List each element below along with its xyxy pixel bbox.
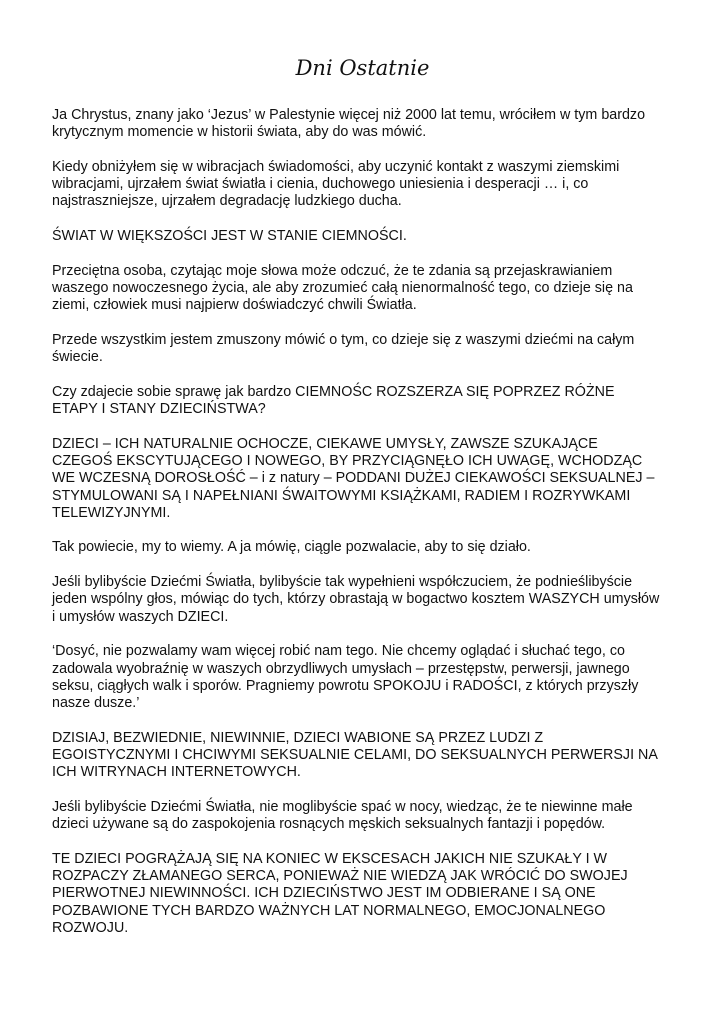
paragraph-2: Kiedy obniżyłem się w wibracjach świadomości, aby uczynić kontakt z waszymi ziemskimi wibracjami, ujrzałem świat światła i cienia, duchowego uniesienia i desperacji … i, co najstraszniejsze, ujrzałem degradację ludzkiego ducha.	[52, 158, 620, 210]
paragraph-1: Ja Chrystus, znany jako ‘Jezus’ w Palestynie więcej niż 2000 lat temu, wróciłem w tym bardzo krytycznym momencie w historii świata, aby do was mówić.	[52, 107, 646, 141]
paragraph-10: ‘Dosyć, nie pozwalamy wam więcej robić nam tego. Nie chcemy oglądać i słuchać tego, co zadowala wyobraźnię w waszych obrzydliwych umysłach – przestępstw, perwersji, jawnego seksu, ciągłych walk i sporów. Pragniemy powrotu SPOKOJU i RADOŚCI, z których przyszły nasze dusze.’	[52, 643, 639, 712]
paragraph-9: Jeśli bylibyście Dziećmi Światła, bylibyście tak wypełnieni współczuciem, że podnieślibyście jeden wspólny głos, mówiąc do tych, którzy obrastają w bogactwo kosztem WASZYCH umysłów i umysłów waszych DZIECI.	[52, 574, 660, 625]
document-body	[52, 107, 680, 955]
paragraph-13: TE DZIECI POGRĄŻAJĄ SIĘ NA KONIEC W EKSCESACH JAKICH NIE SZUKAŁY I W ROZPACZY ZŁAMANEGO SERCA, PONIEWAŻ NIE WIEDZĄ JAK WRÓCIĆ DO SWOJEJ PIERWOTNEJ NIEWINNOŚCI. ICH DZIECIŃSTWO JEST IM ODBIERANE I SĄ ONE POZBAWIONE TYCH BARDZO WAŻNYCH LAT NORMALNEGO, EMOCJONALNEGO ROZWOJU.	[52, 850, 628, 936]
paragraph-3: ŚWIAT W WIĘKSZOŚCI JEST W STANIE CIEMNOŚCI.	[52, 228, 407, 245]
paragraph-11: DZISIAJ, BEZWIEDNIE, NIEWINNIE, DZIECI WABIONE SĄ PRZEZ LUDZI Z EGOISTYCZNYMI I CHCIWYMI SEKSUALNIE CELAMI, DO SEKSUALNYCH PERWERSJI NA ICH WITRYNACH INTERNETOWYCH.	[52, 729, 658, 781]
paragraph-7: DZIECI – ICH NATURALNIE OCHOCZE, CIEKAWE UMYSŁY, ZAWSZE SZUKAJĄCE CZEGOŚ EKSCYTUJĄCEGO I NOWEGO, BY PRZYCIĄGNĘŁO ICH UWAGĘ, WCHODZĄC WE WCZESNĄ DOROSŁOŚĆ – i z natury – PODDANI DUŻEJ CIEKAWOŚCI SEKSUALNEJ – STYMULOWANI SĄ I NAPEŁNIANI ŚWAITOWYMI KSIĄŻKAMI, RADIEM I ROZRYWKAMI TELEWIZYJNYMI.	[52, 435, 655, 521]
document-title: Dni Ostatnie	[295, 56, 430, 80]
paragraph-5: Przede wszystkim jestem zmuszony mówić o tym, co dzieje się z waszymi dziećmi na całym świecie.	[52, 331, 635, 366]
paragraph-12: Jeśli bylibyście Dziećmi Światła, nie moglibyście spać w nocy, wiedząc, że te niewinne małe dzieci używane są do zaspokojenia rosnących męskich seksualnych fantazji i popędów.	[52, 798, 633, 833]
paragraph-6: Czy zdajecie sobie sprawę jak bardzo CIEMNOŚC ROZSZERZA SIĘ POPRZEZ RÓŻNE ETAPY I STANY DZIECIŃSTWA?	[52, 383, 615, 418]
paragraph-8: Tak powiecie, my to wiemy. A ja mówię, ciągle pozwalacie, aby to się działo.	[52, 539, 531, 556]
paragraph-4: Przeciętna osoba, czytając moje słowa może odczuć, że te zdania są przejaskrawianiem waszego nowoczesnego życia, ale aby zrozumieć całą nienormalność tego, co dzieje się na ziemi, człowiek musi najpierw doświadczyć chwili Światła.	[52, 262, 633, 314]
